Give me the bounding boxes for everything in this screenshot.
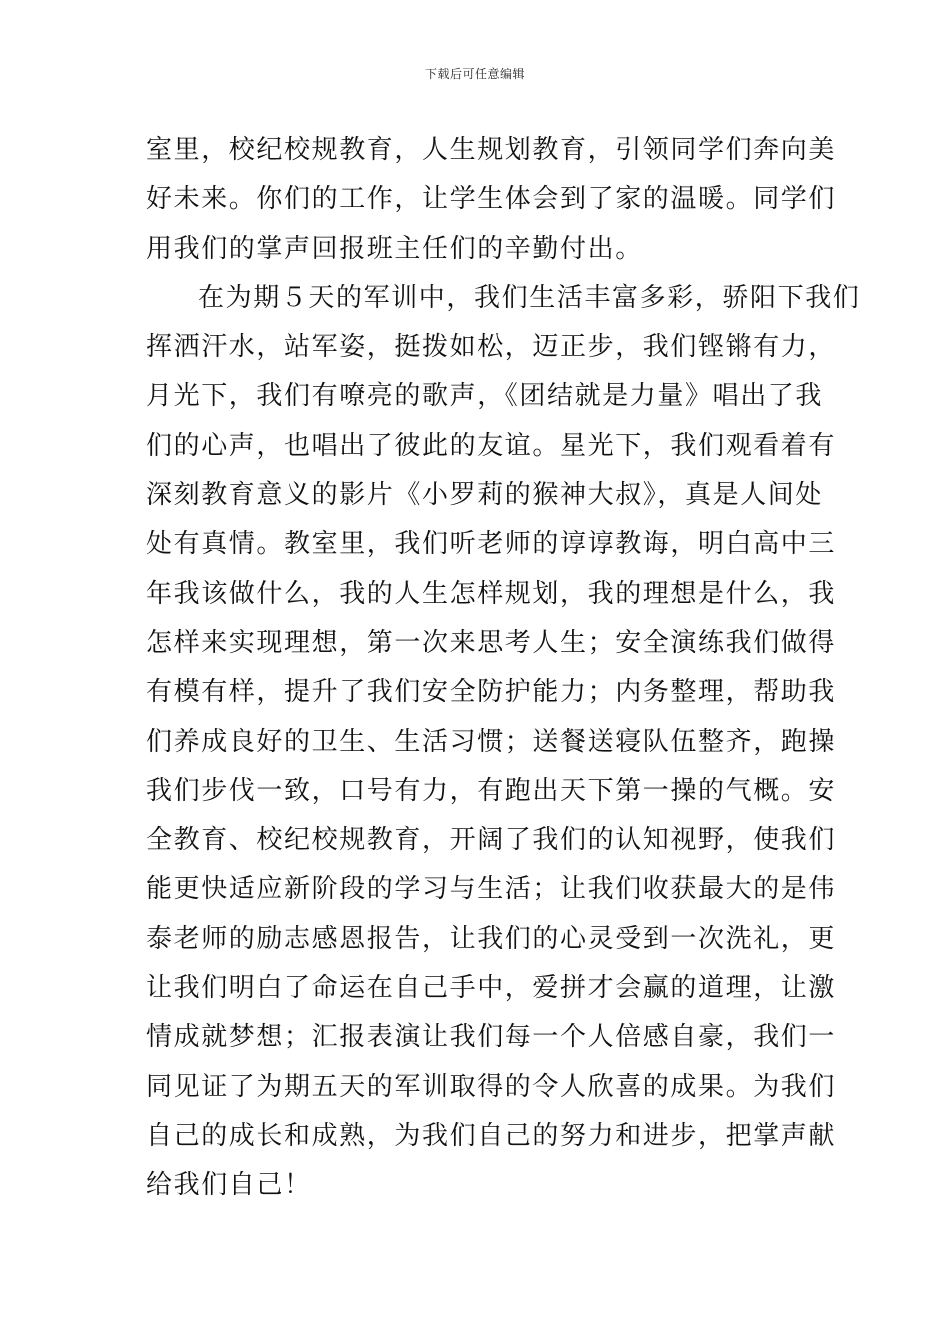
- text-line: 怎样来实现理想，第一次来思考人生；安全演练我们做得: [146, 627, 837, 658]
- paragraph-start-line: 在为期５天的军训中，我们生活丰富多彩，骄阳下我们: [198, 282, 861, 313]
- text-line: 月光下，我们有嘹亮的歌声，《团结就是力量》唱出了我: [146, 381, 824, 412]
- text-line: 同见证了为期五天的军训取得的令人欣喜的成果。为我们: [146, 1071, 837, 1102]
- text-line: 们的心声，也唱出了彼此的友谊。星光下，我们观看着有: [146, 430, 837, 461]
- text-line: 让我们明白了命运在自己手中，爱拼才会赢的道理，让激: [146, 973, 837, 1004]
- body-text: [146, 126, 861, 1211]
- text-line: 们养成良好的卫生、生活习惯；送餐送寝队伍整齐，跑操: [146, 726, 837, 757]
- text-line: 用我们的掌声回报班主任们的辛勤付出。: [146, 233, 643, 264]
- text-line: 挥洒汗水，站军姿，挺拨如松，迈正步，我们铿锵有力，: [146, 332, 837, 363]
- text-line: 处有真情。教室里，我们听老师的谆谆教诲，明白高中三: [146, 529, 837, 560]
- text-line: 年我该做什么，我的人生怎样规划，我的理想是什么，我: [146, 578, 837, 609]
- page-header: 下载后可任意编辑: [424, 67, 525, 81]
- text-line: 我们步伐一致，口号有力，有跑出天下第一操的气概。安: [146, 775, 837, 806]
- text-line: 泰老师的励志感恩报告，让我们的心灵受到一次洗礼，更: [146, 923, 837, 954]
- text-line: 能更快适应新阶段的学习与生活；让我们收获最大的是伟: [146, 874, 837, 905]
- text-line: 有模有样，提升了我们安全防护能力；内务整理，帮助我: [146, 677, 837, 708]
- text-line: 深刻教育意义的影片《小罗莉的猴神大叔》，真是人间处: [146, 480, 824, 511]
- text-line: 自己的成长和成熟，为我们自己的努力和进步，把掌声献: [146, 1120, 837, 1151]
- text-line: 全教育、校纪校规教育，开阔了我们的认知视野，使我们: [146, 825, 837, 856]
- text-line: 情成就梦想；汇报表演让我们每一个人倍感自豪，我们一: [146, 1022, 837, 1053]
- text-line: 给我们自己！: [146, 1170, 312, 1201]
- text-line: 室里，校纪校规教育，人生规划教育，引领同学们奔向美: [146, 135, 837, 165]
- text-line: 好未来。你们的工作，让学生体会到了家的温暖。同学们: [146, 184, 837, 215]
